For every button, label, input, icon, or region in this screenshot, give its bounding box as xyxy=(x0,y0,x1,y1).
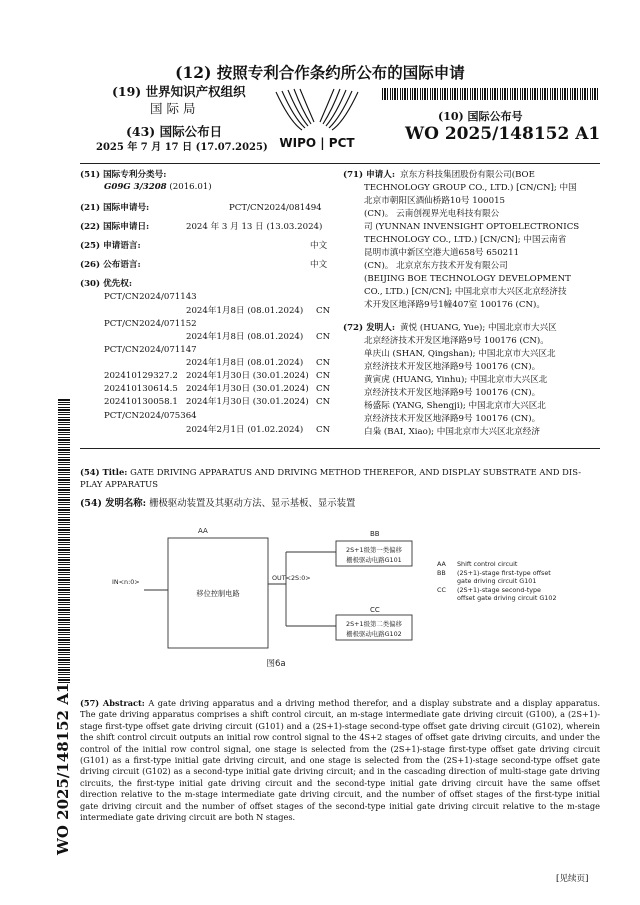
inventor-label: (72) 发明人: xyxy=(343,323,396,333)
g102-label-line1: 2S+1级第二类偏移 xyxy=(346,620,402,628)
publication-number: WO 2025/148152 A1 xyxy=(405,124,601,144)
priority-country: CN xyxy=(316,371,331,381)
continue-marker: [见续页] xyxy=(556,874,589,884)
title-divider xyxy=(80,448,600,449)
g101-label-line1: 2S+1级第一类偏移 xyxy=(346,546,402,554)
priority-number: PCT/CN2024/071143 xyxy=(104,292,197,302)
g102-label-line2: 栅极驱动电路G102 xyxy=(346,630,402,638)
inventor-line: 白枭 (BAI, Xiao); 中国北京市大兴区北京经济 xyxy=(364,427,540,437)
filing-language: 中文 xyxy=(310,241,328,251)
shift-control-label: 移位控制电路 xyxy=(196,589,240,598)
inventor-line: 北京经济技术开发区地泽路9号 100176 (CN)。 xyxy=(364,336,549,346)
wipo-logo xyxy=(262,86,372,151)
application-number: PCT/CN2024/081494 xyxy=(229,203,322,213)
applicant-line: 京东方科技集团股份有限公司(BOE xyxy=(400,170,535,180)
priority-date: 2024年1月8日 (08.01.2024) xyxy=(186,332,304,342)
publication-language: 中文 xyxy=(310,260,328,270)
priority-number: 202410130058.1 xyxy=(104,397,178,407)
applicant-label: (71) 申请人: xyxy=(343,170,396,180)
priority-country: CN xyxy=(316,306,331,316)
priority-country: CN xyxy=(316,358,331,368)
inventor-line: 黄悦 (HUANG, Yue); 中国北京市大兴区 xyxy=(400,323,557,333)
filing-date: 2024 年 3 月 13 日 (13.03.2024) xyxy=(186,222,323,232)
filing-date-label: (22) 国际申请日: xyxy=(80,222,150,232)
ipc-value: G09G 3/3208 (2016.01) xyxy=(104,182,212,192)
priority-country: CN xyxy=(316,384,331,394)
priority-number: 202410129327.2 xyxy=(104,371,178,381)
applicant-line: TECHNOLOGY GROUP CO., LTD.) [CN/CN]; 中国 xyxy=(364,183,577,193)
title-chinese: (54) 发明名称: 栅极驱动装置及其驱动方法、显示基板、显示装置 xyxy=(80,498,356,509)
title-english-cont: PLAY APPARATUS xyxy=(80,479,158,489)
side-publication-number: WO 2025/148152 A1 xyxy=(54,682,72,855)
applicant-line: 术开发区地泽路9号1幢407室 100176 (CN)。 xyxy=(364,300,545,310)
applicant-line: (CN)。 云南创视界光电科技有限公 xyxy=(364,209,500,219)
label-aa: AA xyxy=(198,527,208,535)
g101-label-line2: 栅极驱动电路G101 xyxy=(346,556,402,564)
figure-caption: 图6a xyxy=(266,659,286,669)
priority-date: 2024年1月30日 (30.01.2024) xyxy=(186,371,309,381)
priority-number: PCT/CN2024/071152 xyxy=(104,319,197,329)
inventor-line: 京经济技术开发区地泽路9号 100176 (CN)。 xyxy=(364,362,541,372)
figure-legend: AA Shift control circuit BB (2S+1)-stage first-type offset gate driving circuit G101 CC (2S+1)-stage second-type offset gate driving circuit G102 xyxy=(437,560,557,603)
priority-number: PCT/CN2024/071147 xyxy=(104,345,197,355)
wipo-logo-text: WIPO | PCT xyxy=(279,136,355,150)
applicant-line: CO., LTD.) [CN/CN]; 中国北京市大兴区北京经济技 xyxy=(364,287,567,297)
barcode-top xyxy=(382,88,600,100)
applicant-line: (CN)。 北京京东方技术开发有限公司 xyxy=(364,261,508,271)
priority-date: 2024年1月8日 (08.01.2024) xyxy=(186,358,304,368)
ipc-label: (51) 国际专利分类号: xyxy=(80,170,167,180)
applicant-line: 司 (YUNNAN INVENSIGHT OPTOELECTRONICS xyxy=(364,222,580,232)
label-cc: CC xyxy=(370,606,380,614)
title-english: (54) Title: GATE DRIVING APPARATUS AND DRIVING METHOD THEREFOR, AND DISPLAY SUBSTRATE AND DIS- xyxy=(80,467,582,477)
priority-country: CN xyxy=(316,425,331,435)
priority-date: 2024年1月30日 (30.01.2024) xyxy=(186,384,309,394)
priority-number: 202410130614.5 xyxy=(104,384,178,394)
publication-date: 2025 年 7 月 17 日 (17.07.2025) xyxy=(96,142,268,153)
applicant-line: TECHNOLOGY CO., LTD.) [CN/CN]; 中国云南省 xyxy=(364,235,567,245)
input-label: IN<n:0> xyxy=(112,578,140,586)
barcode-side xyxy=(58,398,70,683)
publication-type-title: (12) 按照专利合作条约所公布的国际申请 xyxy=(175,63,465,82)
priority-country: CN xyxy=(316,332,331,342)
priority-date: 2024年1月8日 (08.01.2024) xyxy=(186,306,304,316)
applicant-line: (BEIJING BOE TECHNOLOGY DEVELOPMENT xyxy=(364,274,571,284)
inventor-line: 京经济技术开发区地泽路9号 100176 (CN)。 xyxy=(364,388,541,398)
label-bb: BB xyxy=(370,530,380,538)
inventor-line: 单庆山 (SHAN, Qingshan); 中国北京市大兴区北 xyxy=(364,349,556,359)
inventor-line: 杨盛际 (YANG, Shengji); 中国北京市大兴区北 xyxy=(364,401,546,411)
priority-label: (30) 优先权: xyxy=(80,279,133,289)
org-bureau: 国 际 局 xyxy=(150,101,196,116)
abstract: (57) Abstract: A gate driving apparatus and a driving method therefor, and a display substrate and a display apparatus. The gate driving apparatus comprises a shift control circuit, an m-stage intermediate gate driving circuit (G100), a (2S+1)-stage first-type offset gate driving circuit (G101) and a (2S+1)-stage second-type offset gate driving circuit (G102), wherein the shift control circuit outputs an initial row control signal to the 4S+2 stages of offset gate driving circuits, and under the control of the initial row control signal, one stage is selected from the (2S+1)-stage first-type offset gate driving circuit (G101) as a first-type initial gate driving circuit, and one stage is selected from the (2S+1)-stage second-type offset gate driving circuit (G102) as a second-type initial gate driving circuit; and in the cascading direction of multi-stage gate driving circuits, the first-type initial gate driving circuit and the second-type initial gate driving circuit have the same offset direction relative to the m-stage intermediate gate driving circuit, and the number of offset stages of the first-type initial gate driving circuit and the number of offset stages of the second-type initial gate driving circuit relative to the m-stage intermediate gate driving circuit are both N stages. xyxy=(80,698,601,823)
output-label: OUT<2S:0> xyxy=(272,574,311,582)
applicant-line: 昆明市滇中新区空港大道658号 650211 xyxy=(364,248,520,258)
publication-number-label: (10) 国际公布号 xyxy=(438,110,523,123)
priority-date: 2024年1月30日 (30.01.2024) xyxy=(186,397,309,407)
publication-language-label: (26) 公布语言: xyxy=(80,260,141,270)
publication-date-label: (43) 国际公布日 xyxy=(126,124,223,139)
application-number-label: (21) 国际申请号: xyxy=(80,203,150,213)
filing-language-label: (25) 申请语言: xyxy=(80,241,141,251)
priority-country: CN xyxy=(316,397,331,407)
priority-number: PCT/CN2024/075364 xyxy=(104,411,197,421)
priority-date: 2024年2月1日 (01.02.2024) xyxy=(186,425,304,435)
header-divider xyxy=(80,163,600,164)
inventor-line: 京经济技术开发区地泽路9号 100176 (CN)。 xyxy=(364,414,541,424)
applicant-line: 北京市朝阳区酒仙桥路10号 100015 xyxy=(364,196,506,206)
org-name: (19) 世界知识产权组织 xyxy=(112,84,246,99)
inventor-line: 黄寅虎 (HUANG, Yinhu); 中国北京市大兴区北 xyxy=(364,375,548,385)
